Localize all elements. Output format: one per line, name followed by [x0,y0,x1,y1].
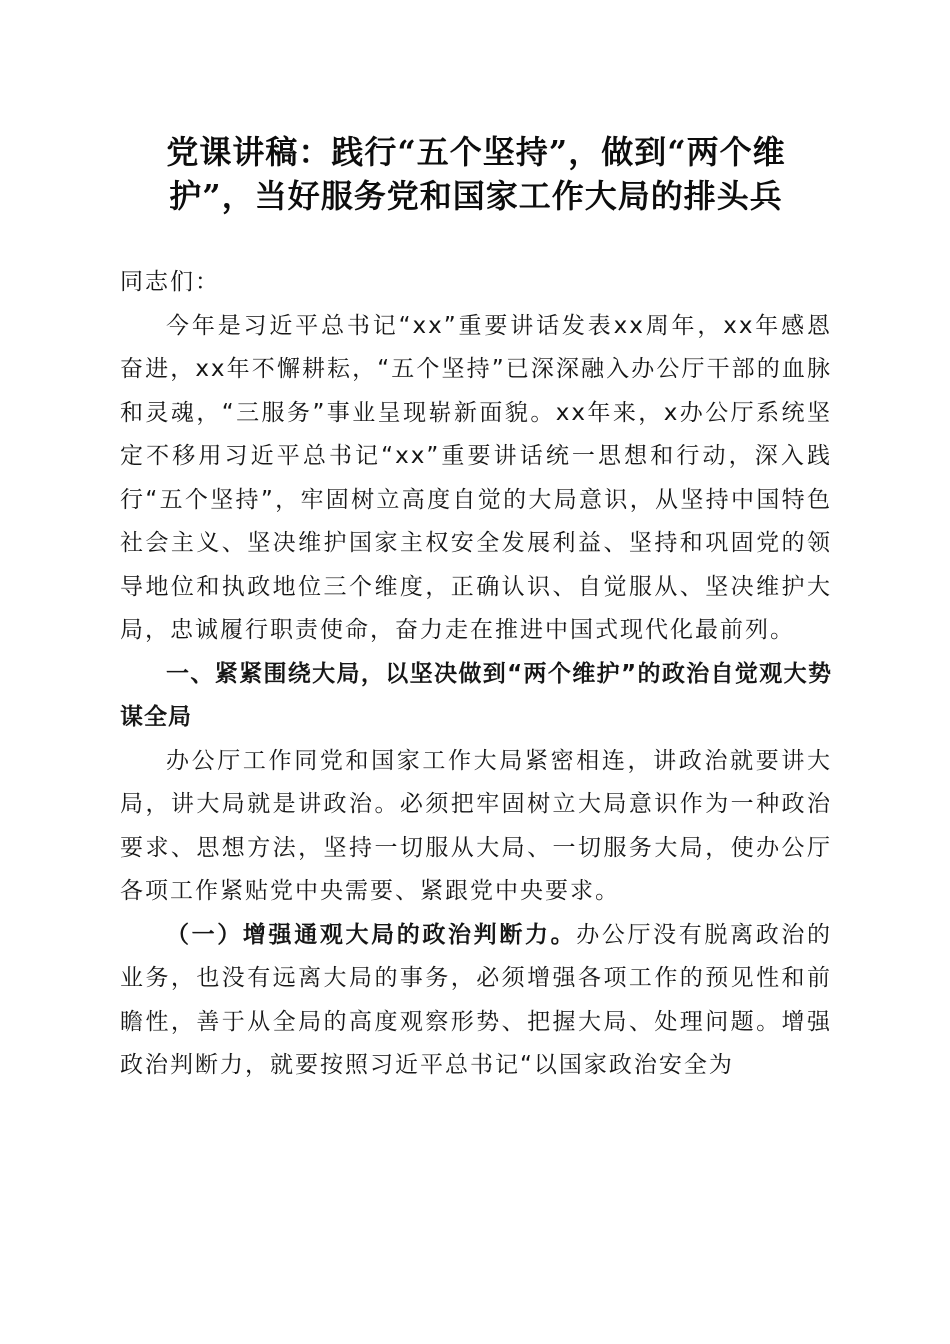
title-line-2: 护”，当好服务党和国家工作大局的排头兵 [169,177,783,215]
document-title [120,130,832,218]
greeting: 同志们： [120,269,220,295]
section-1-heading: 一、紧紧围绕大局，以坚决做到“两个维护”的政治自觉观大势谋全局 [120,660,832,730]
intro-paragraph: 今年是习近平总书记“xx”重要讲话发表xx周年，xx年感恩奋进，xx年不懈耕耘，“五个坚持”已深深融入办公厅干部的血脉和灵魂，“三服务”事业呈现崭新面貌。xx年来，x办公厅系统坚定不移用习近平总书记“xx”重要讲话统一思想和行动，深入践行“五个坚持”，牢固树立高度自觉的大局意识，从坚持中国特色社会主义、坚决维护国家主权安全发展利益、坚持和巩固党的领导地位和执政地位三个维度，正确认识、自觉服从、坚决维护大局，忠诚履行职责使命，奋力走在推进中国式现代化最前列。 [120,312,832,643]
subsection-1-paragraph [120,914,832,1088]
section-1-paragraph: 办公厅工作同党和国家工作大局紧密相连，讲政治就要讲大局，讲大局就是讲政治。必须把牢固树立大局意识作为一种政治要求、思想方法，坚持一切服从大局、一切服务大局，使办公厅各项工作紧贴党中央需要、紧跟党中央要求。 [120,747,832,904]
subsection-1-lead: （一）增强通观大局的政治判断力。 [166,921,577,948]
subsection-1-text: 办公厅没有脱离政治的业务，也没有远离大局的事务，必须增强各项工作的预见性和前瞻性，善于从全局的高度观察形势、把握大局、处理问题。增强政治判断力，就要按照习近平总书记“以国家政治安全为 [120,921,833,1078]
document-body [120,261,832,1088]
title-line-1: 党课讲稿：践行“五个坚持”，做到“两个维 [166,133,786,171]
